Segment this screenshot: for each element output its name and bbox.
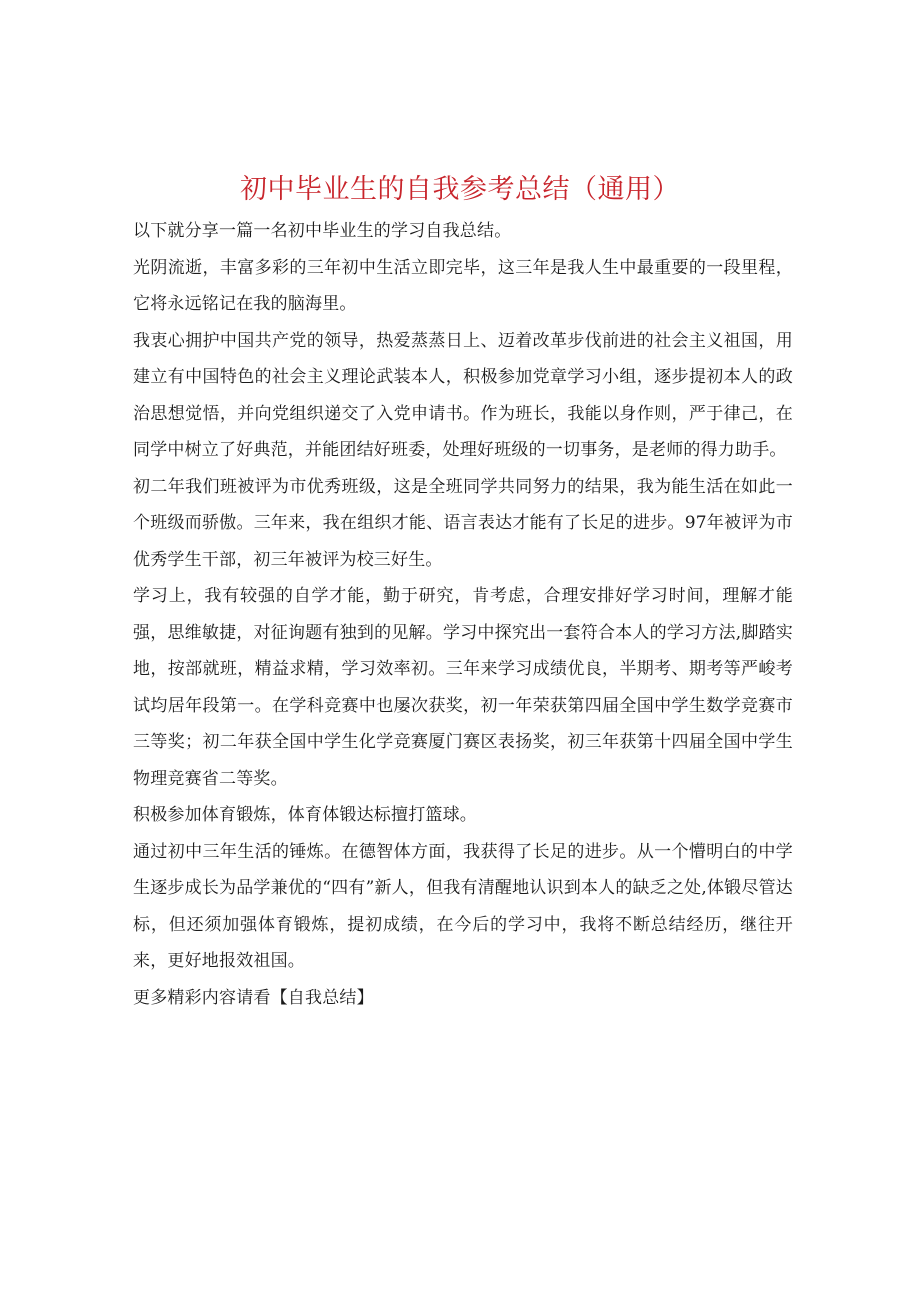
paragraph-time-passing: 光阴流逝，丰富多彩的三年初中生活立即完毕，这三年是我人生中最重要的一段里程，它将永远铭记在我的脑海里。 xyxy=(133,257,793,314)
intro-paragraph: 以下就分享一篇一名初中毕业生的学习自我总结。 xyxy=(133,221,512,241)
paragraph-sports: 积极参加体育锻炼，体育体锻达标擅打篮球。 xyxy=(133,805,477,825)
paragraph-study: 学习上，我有较强的自学才能，勤于研究，肯考虑，合理安排好学习时间，理解才能强，思维敏捷，对征询题有独到的见解。学习中探究出一套符合本人的学习方法,脚踏实地，按部就班，精益求精，学习效率初。三年来学习成绩优良，半期考、期考等严峻考试均居年段第一。在学科竞赛中也屡次获奖，初一年荣获第四届全国中学生数学竞赛市三等奖；初二年获全国中学生化学竞赛厦门赛区表扬奖，初三年获第十四届全国中学生物理竞赛省二等奖。 xyxy=(133,586,793,789)
document-title: 初中毕业生的自我参考总结（通用） xyxy=(240,174,680,205)
document-body xyxy=(133,213,793,1016)
more-content-link: 更多精彩内容请看【自我总结】 xyxy=(133,987,374,1008)
paragraph-political: 我衷心拥护中国共产党的领导，热爱蒸蒸日上、迈着改革步伐前进的社会主义祖国，用建立有中国特色的社会主义理论武装本人，积极参加党章学习小组，逐步提初本人的政治思想觉悟，并向党组织递交了入党申请书。作为班长，我能以身作则，严于律己，在同学中树立了好典范，并能团结好班委，处理好班级的一切事务，是老师的得力助手。 xyxy=(133,330,793,460)
paragraph-conclusion: 通过初中三年生活的锤炼。在德智体方面，我获得了长足的进步。从一个懵明白的中学生逐步成长为品学兼优的“四有”新人，但我有清醒地认识到本人的缺乏之处,体锻尽管达标，但还须加强体育锻炼，提初成绩，在今后的学习中，我将不断总结经历，继往开来，更好地报效祖国。 xyxy=(133,841,793,971)
paragraph-class-honor: 初二年我们班被评为市优秀班级，这是全班同学共同努力的结果，我为能生活在如此一个班级而骄傲。三年来，我在组织才能、语言表达才能有了长足的进步。97年被评为市优秀学生干部，初三年被评为校三好生。 xyxy=(133,476,793,570)
